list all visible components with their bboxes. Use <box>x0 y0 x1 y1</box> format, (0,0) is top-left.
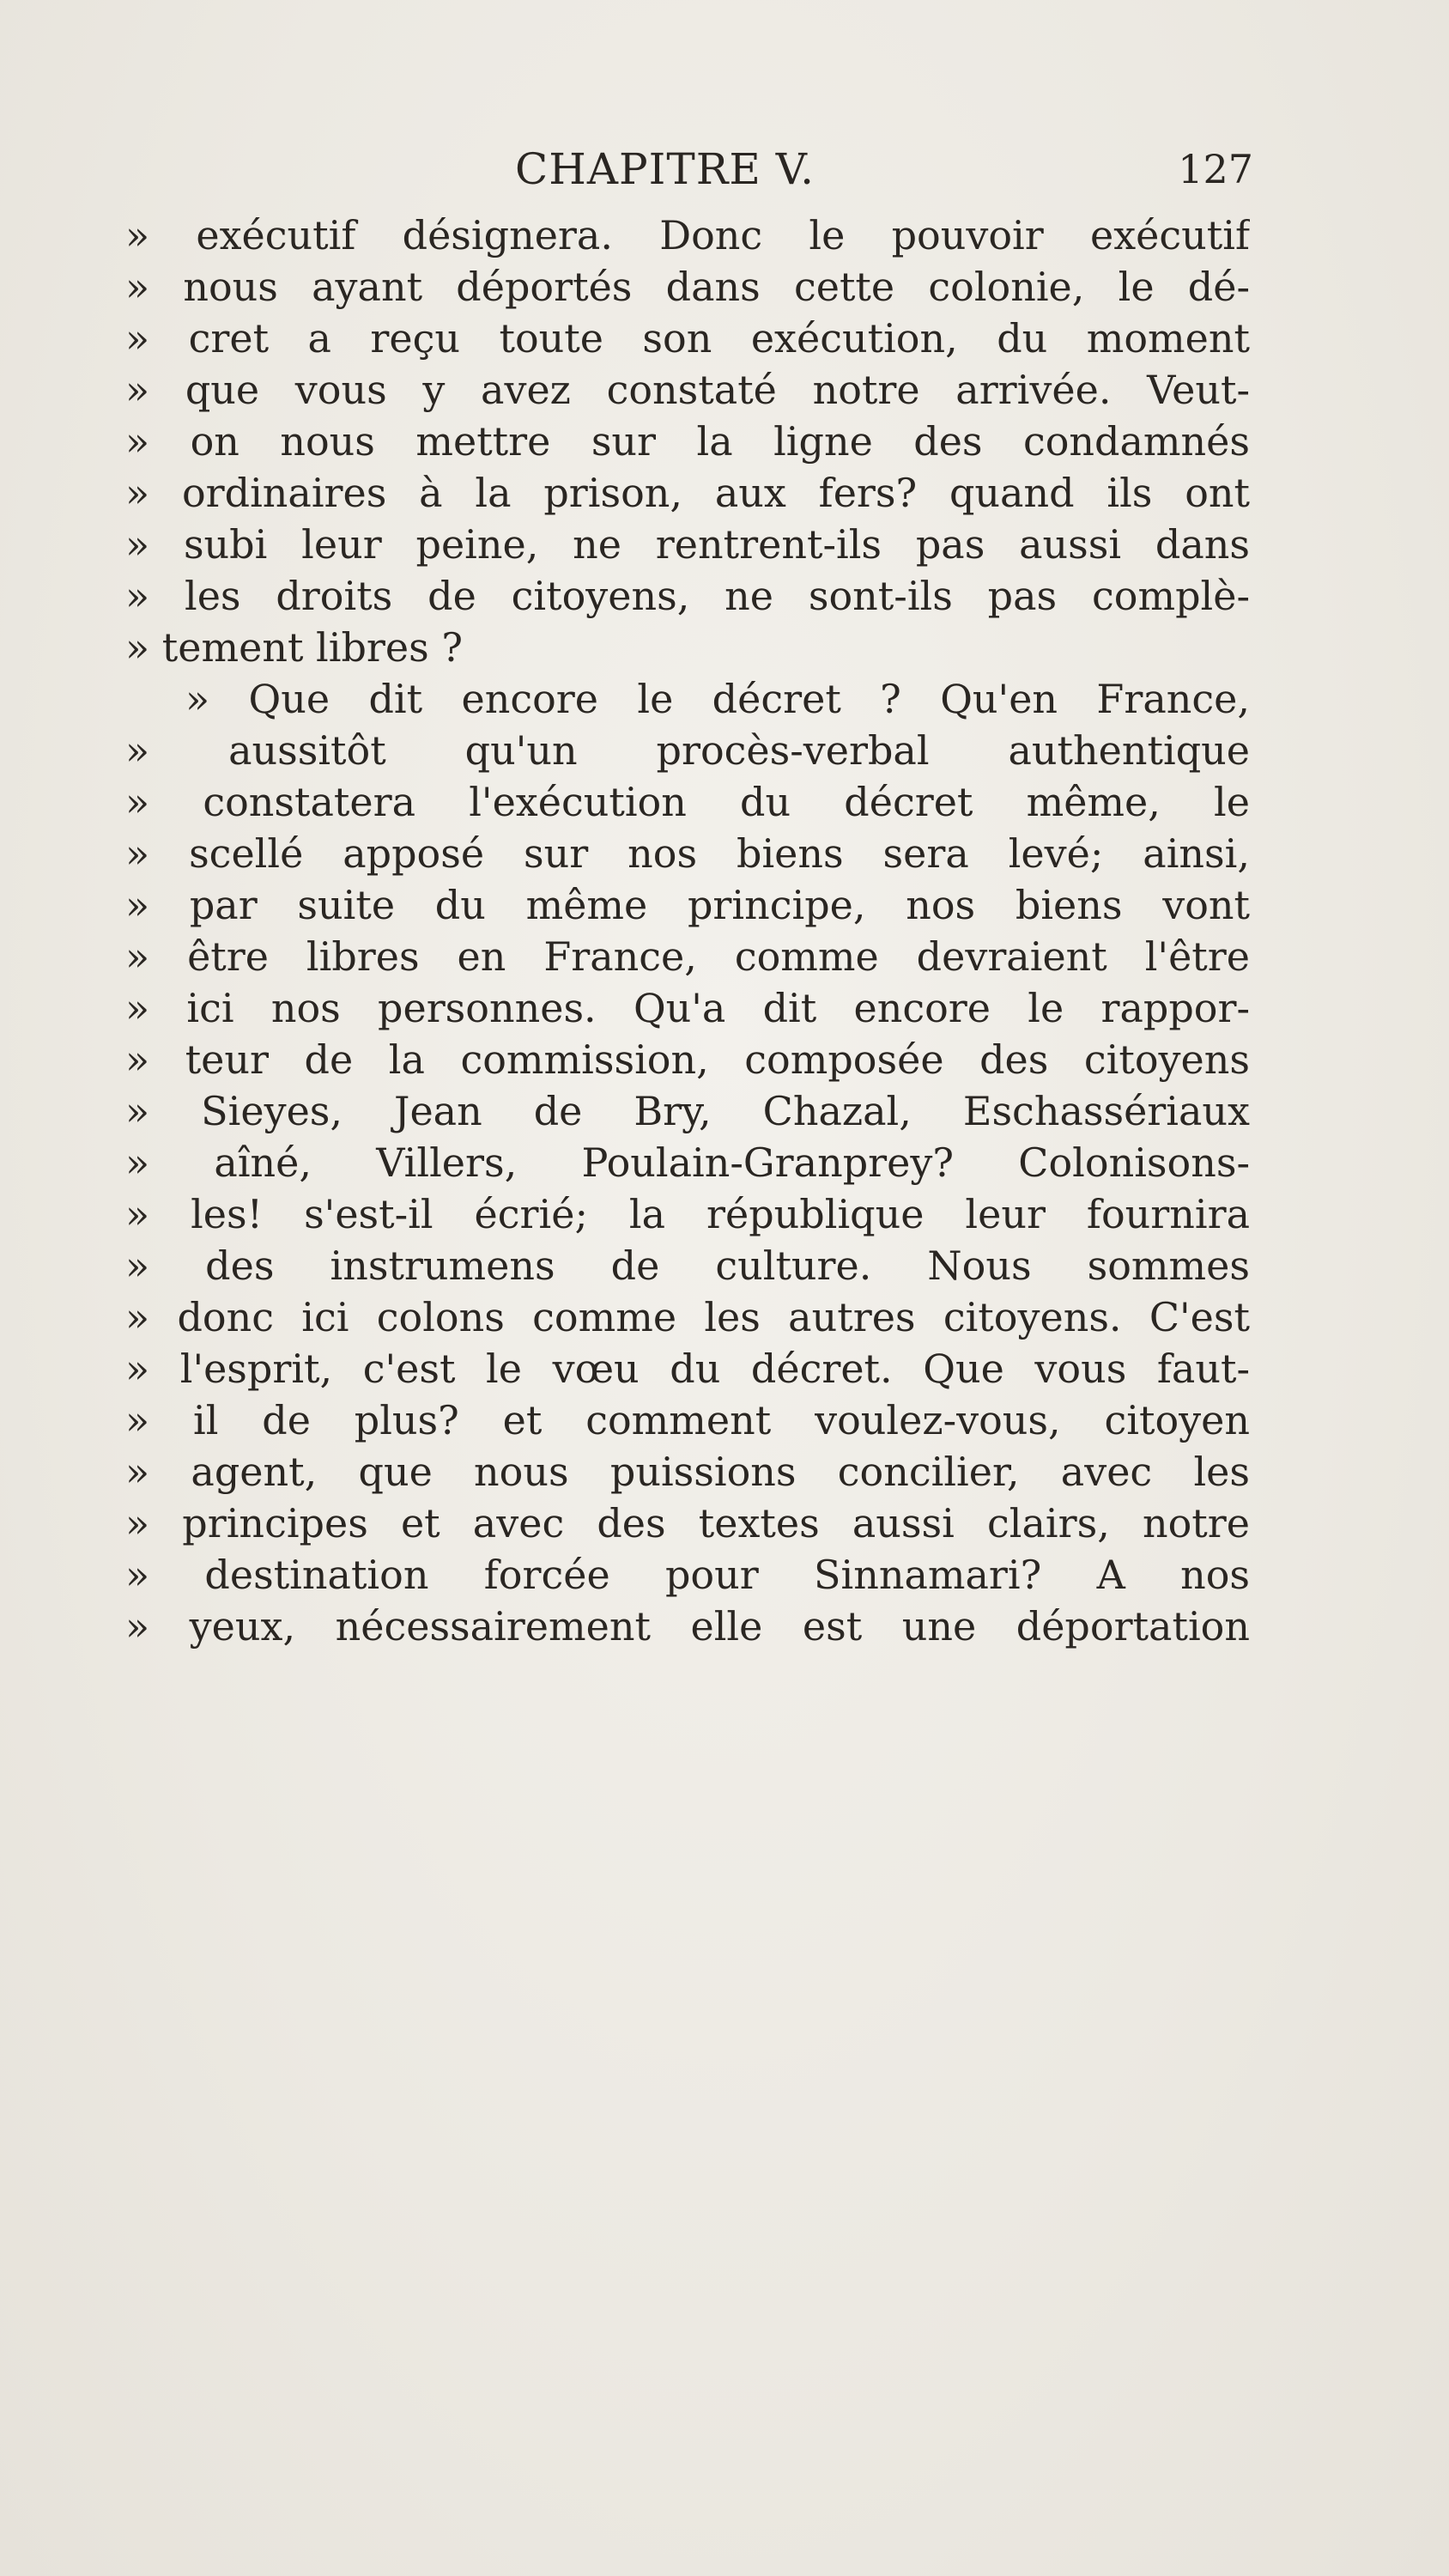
text-line: » exécutif désignera. Donc le pouvoir exécutif <box>125 212 1250 258</box>
text-line: » subi leur peine, ne rentrent-ils pas aussi dans <box>125 521 1250 568</box>
text-line: » yeux, nécessairement elle est une déportation <box>125 1603 1250 1649</box>
text-line: » les! s'est-il écrié; la république leur fournira <box>125 1191 1250 1237</box>
text-line: » ici nos personnes. Qu'a dit encore le rappor- <box>125 985 1250 1031</box>
text-line: » nous ayant déportés dans cette colonie, le dé- <box>125 264 1250 310</box>
page-header <box>120 144 1253 204</box>
text-line: » aîné, Villers, Poulain-Granprey? Colonisons- <box>125 1139 1250 1186</box>
running-head: CHAPITRE V. <box>515 144 815 194</box>
text-line: » agent, que nous puissions concilier, avec les <box>125 1449 1250 1495</box>
text-line: » teur de la commission, composée des citoyens <box>125 1036 1250 1083</box>
text-line: » les droits de citoyens, ne sont-ils pas complè- <box>125 573 1250 619</box>
text-line: » il de plus? et comment voulez-vous, citoyen <box>125 1397 1250 1443</box>
text-line: » principes et avec des textes aussi clairs, notre <box>125 1500 1250 1546</box>
text-line: » que vous y avez constaté notre arrivée. Veut- <box>125 367 1250 413</box>
body-text <box>125 210 1250 1652</box>
text-line: » des instrumens de culture. Nous sommes <box>125 1242 1250 1289</box>
text-line: » scellé apposé sur nos biens sera levé; ainsi, <box>125 830 1250 877</box>
text-line: » on nous mettre sur la ligne des condamnés <box>125 418 1250 465</box>
text-line: » cret a reçu toute son exécution, du moment <box>125 315 1250 361</box>
text-line: » donc ici colons comme les autres citoyens. C'est <box>125 1294 1250 1340</box>
text-line: » constatera l'exécution du décret même, le <box>125 779 1250 825</box>
text-line: » destination forcée pour Sinnamari? A nos <box>125 1552 1250 1598</box>
text-line: » tement libres ? <box>125 624 464 671</box>
page-number: 127 <box>1178 146 1253 192</box>
text-line: » aussitôt qu'un procès-verbal authentique <box>125 727 1250 774</box>
text-line: » ordinaires à la prison, aux fers? quand ils ont <box>125 470 1250 516</box>
text-line: » l'esprit, c'est le vœu du décret. Que vous faut- <box>125 1346 1250 1392</box>
text-line: » être libres en France, comme devraient l'être <box>125 933 1250 980</box>
text-line: » Sieyes, Jean de Bry, Chazal, Eschassériaux <box>125 1088 1250 1134</box>
text-line: » par suite du même principe, nos biens vont <box>125 882 1250 928</box>
text-line: » Que dit encore le décret ? Qu'en France, <box>185 676 1250 722</box>
